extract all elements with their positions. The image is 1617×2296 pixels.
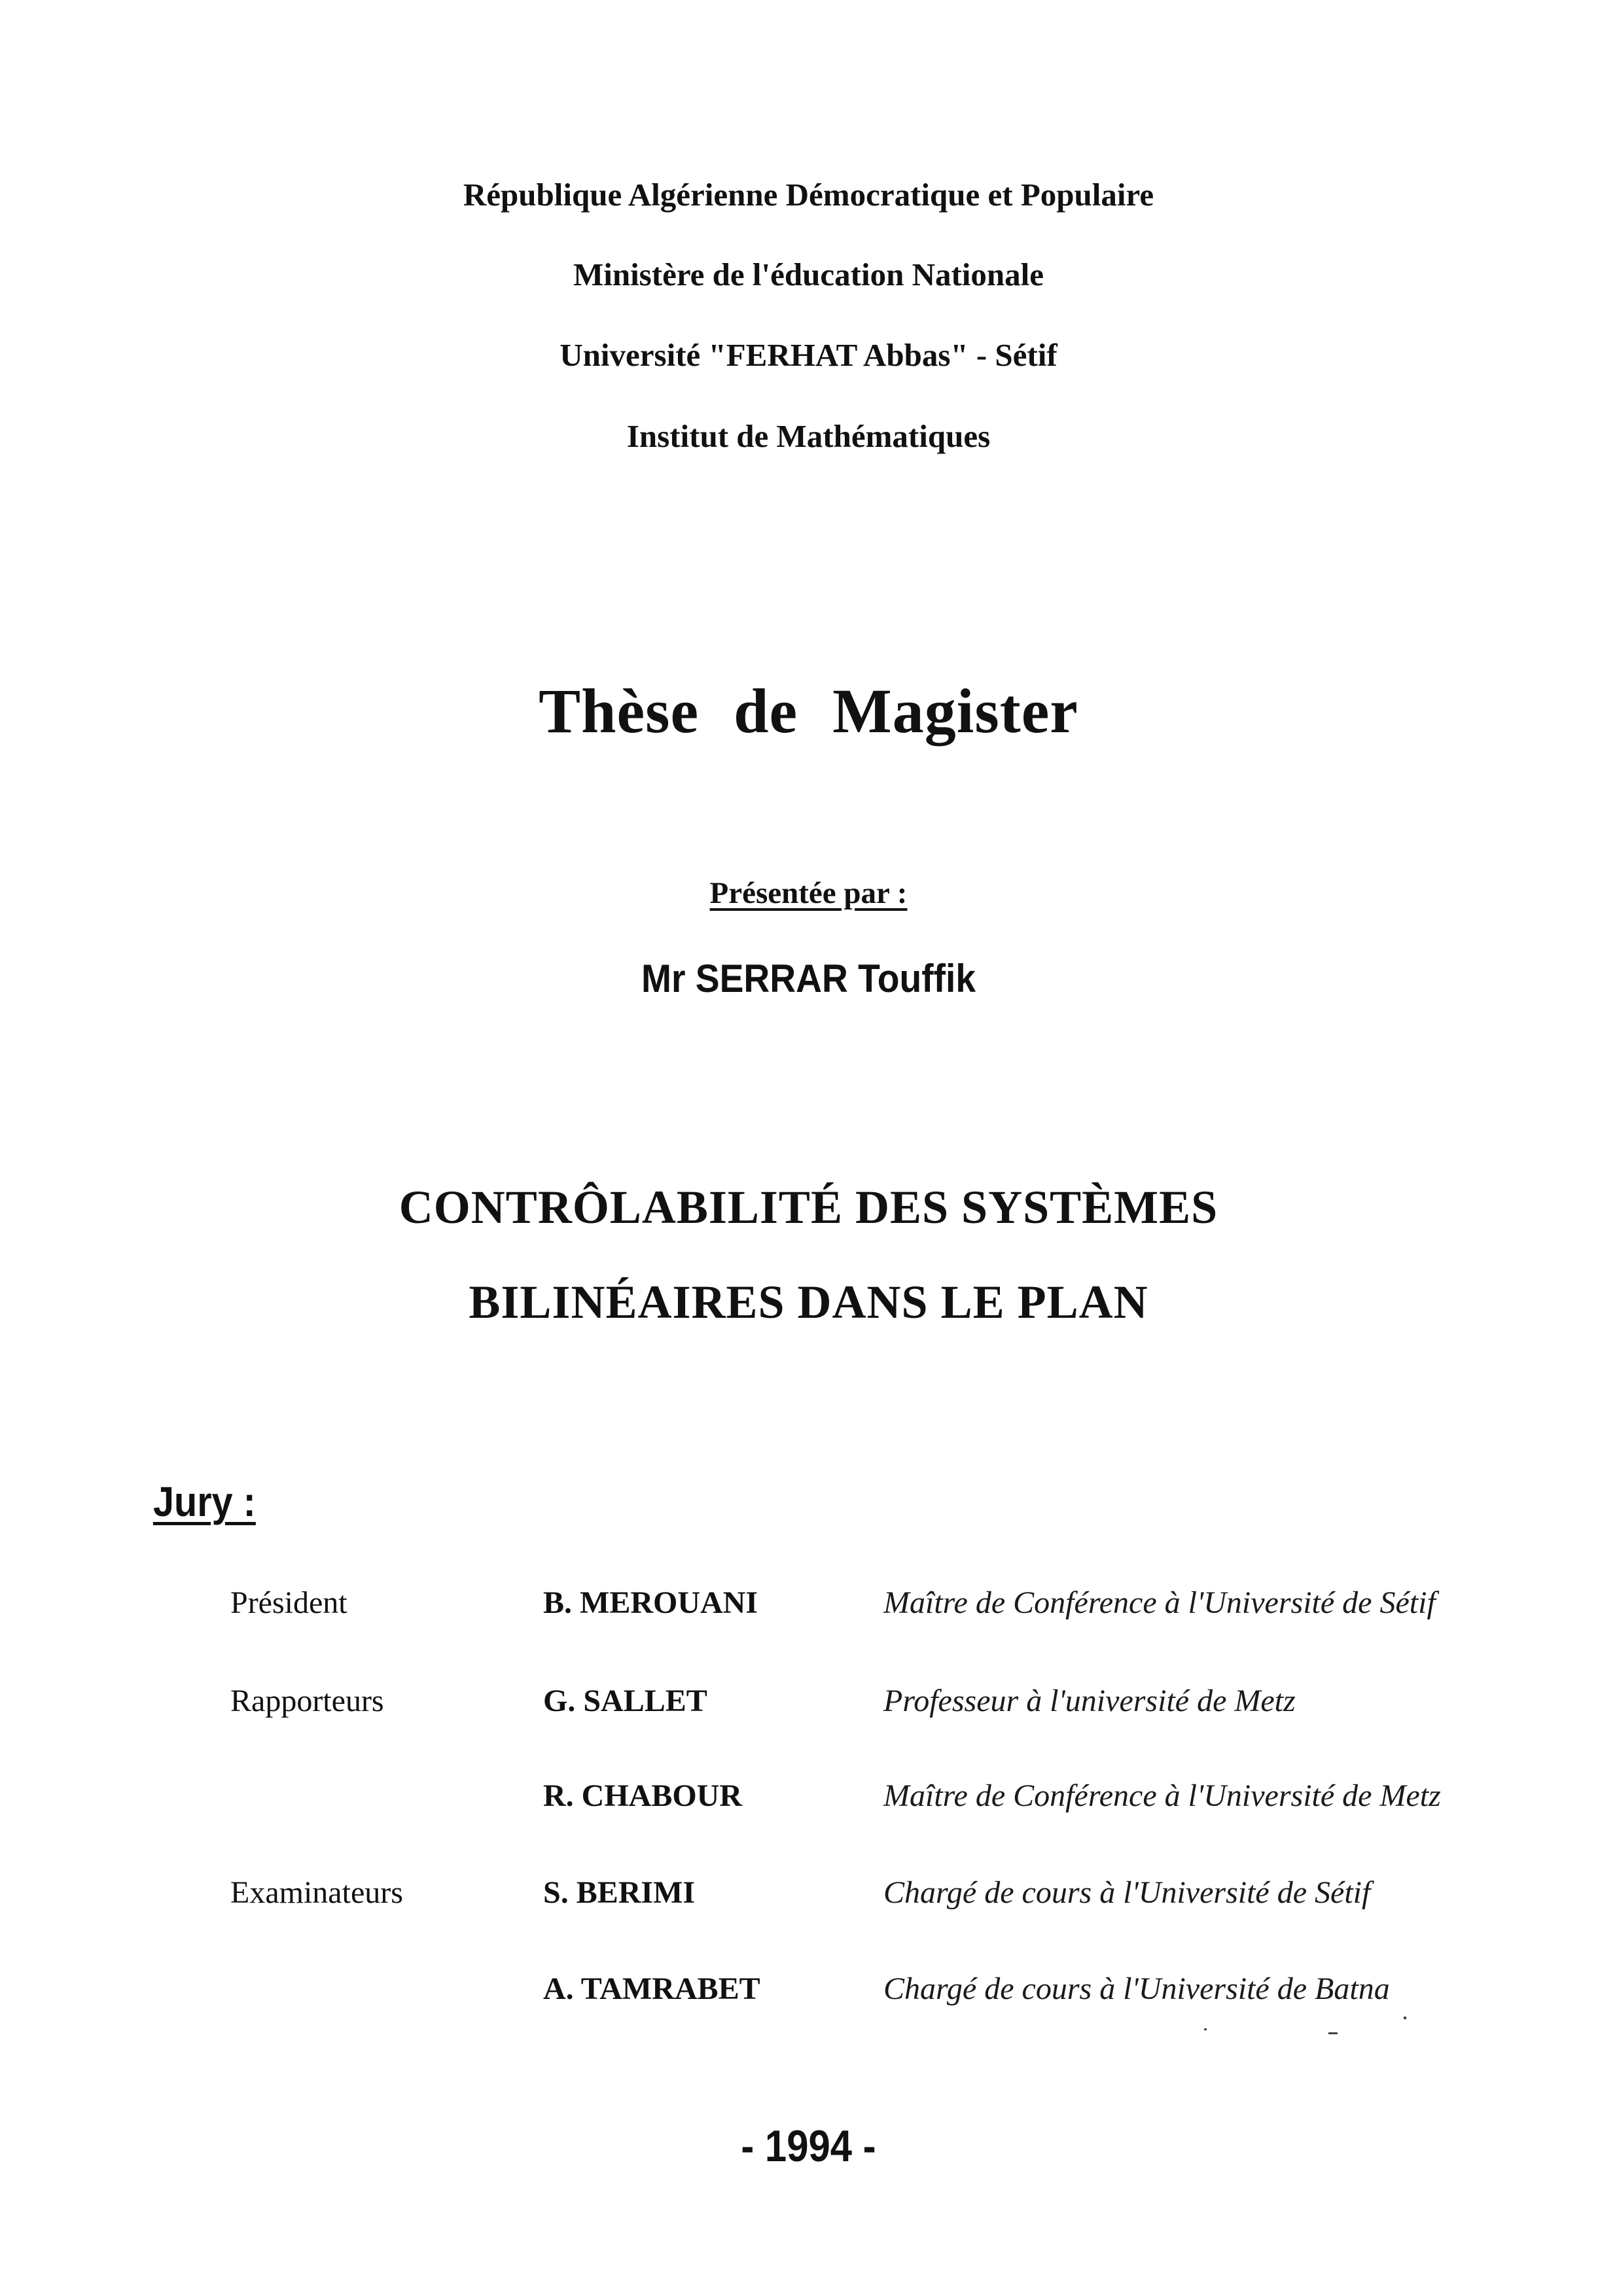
jury-heading: Jury :: [153, 1478, 256, 1525]
jury-member: [0, 1770, 1617, 1822]
jury-role: Président: [230, 1585, 347, 1620]
thesis-type-heading: Thèse de Magister: [539, 676, 1078, 746]
jury-role: Rapporteurs: [230, 1684, 384, 1718]
jury-member: [0, 1963, 1617, 2015]
jury-affiliation: Maître de Conférence à l'Université de Metz: [883, 1778, 1441, 1813]
scan-speck: [1204, 2028, 1207, 2030]
thesis-title-line2: BILINÉAIRES DANS LE PLAN: [469, 1276, 1148, 1328]
scan-speck: [1404, 2017, 1406, 2019]
jury-name: R. CHABOUR: [543, 1778, 743, 1813]
presented-by-label: Présentée par :: [709, 876, 908, 910]
year-footer: - 1994 -: [741, 2121, 876, 2171]
jury-member: [0, 1577, 1617, 1629]
jury-affiliation: Maître de Conférence à l'Université de Sétif: [883, 1585, 1436, 1620]
university-line: Université "FERHAT Abbas" - Sétif: [560, 337, 1057, 373]
jury-affiliation: Professeur à l'université de Metz: [883, 1684, 1296, 1718]
jury-name: S. BERIMI: [543, 1875, 696, 1910]
jury-name: B. MEROUANI: [543, 1585, 758, 1620]
thesis-title-line1: CONTRÔLABILITÉ DES SYSTÈMES: [399, 1181, 1218, 1233]
institute-line: Institut de Mathématiques: [626, 418, 991, 454]
jury-member: [0, 1867, 1617, 1919]
jury-name: G. SALLET: [543, 1684, 707, 1718]
jury-member: [0, 1675, 1617, 1727]
ministry-line: Ministère de l'éducation Nationale: [573, 256, 1044, 292]
author-name: Mr SERRAR Touffik: [641, 957, 976, 1000]
jury-affiliation: Chargé de cours à l'Université de Batna: [883, 1971, 1390, 2006]
jury-name: A. TAMRABET: [543, 1971, 760, 2006]
scan-speck: [1328, 2032, 1338, 2034]
republic-line: République Algérienne Démocratique et Populaire: [463, 177, 1154, 213]
jury-affiliation: Chargé de cours à l'Université de Sétif: [883, 1875, 1371, 1910]
jury-role: Examinateurs: [230, 1875, 403, 1910]
